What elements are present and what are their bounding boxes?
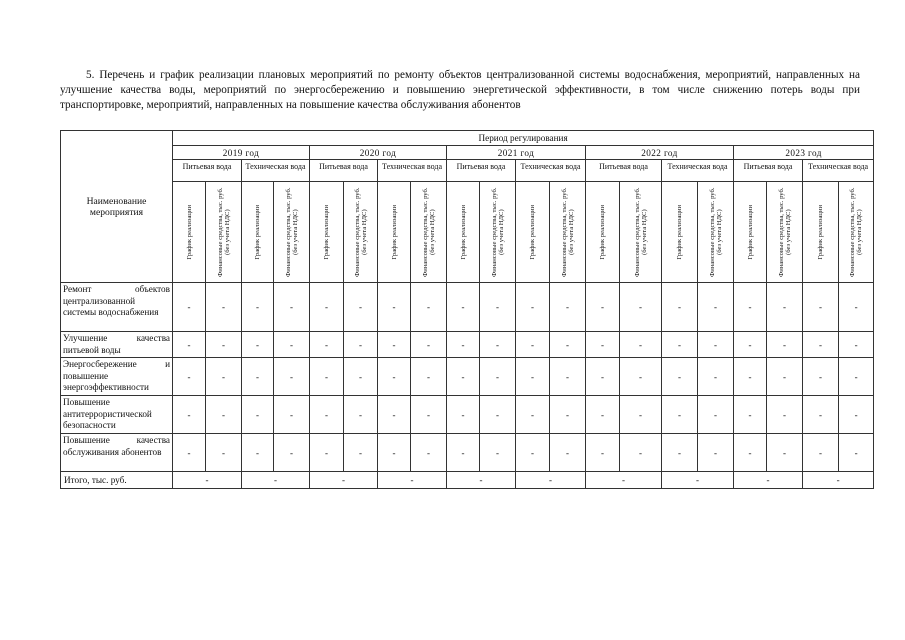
table-cell: - — [344, 358, 378, 396]
table-cell: - — [586, 332, 620, 358]
header-water-technical: Техническая вода — [662, 160, 734, 182]
total-cell: - — [586, 472, 662, 489]
header-finance — [206, 182, 242, 283]
header-finance-label: Финансовые средства, тыс. руб. (без учета НДС) — [560, 187, 575, 277]
header-schedule-label: График реализации — [599, 204, 606, 260]
table-cell: - — [447, 396, 480, 434]
total-cell: - — [662, 472, 734, 489]
header-schedule-label: График реализации — [185, 204, 193, 260]
table-cell: - — [734, 358, 767, 396]
table-cell: - — [378, 332, 411, 358]
table-cell: - — [620, 434, 662, 472]
header-finance-label: Финансовые средства, тыс. руб. (без учета НДС) — [490, 187, 505, 277]
table-cell: - — [839, 434, 874, 472]
table-cell: - — [586, 358, 620, 396]
header-year: 2023 год — [734, 146, 874, 160]
header-finance — [698, 182, 734, 283]
table-cell: - — [344, 332, 378, 358]
table-cell: - — [447, 358, 480, 396]
table-cell: - — [206, 396, 242, 434]
table-cell: - — [274, 283, 310, 332]
table-cell: - — [516, 332, 550, 358]
table-cell: - — [173, 283, 206, 332]
row-activity-name: Повышение антитеррористической безопасности — [61, 396, 173, 434]
header-water-drinking: Питьевая вода — [310, 160, 378, 182]
table-cell: - — [310, 434, 344, 472]
header-schedule-label: График реализации — [323, 204, 330, 260]
table-cell: - — [767, 434, 803, 472]
table-cell: - — [480, 332, 516, 358]
table-cell: - — [480, 358, 516, 396]
table-cell: - — [662, 283, 698, 332]
table-cell: - — [378, 396, 411, 434]
total-cell: - — [803, 472, 874, 489]
header-water-technical: Техническая вода — [378, 160, 447, 182]
table-cell: - — [620, 396, 662, 434]
table-cell: - — [767, 332, 803, 358]
header-schedule — [734, 182, 767, 283]
header-water-drinking: Питьевая вода — [173, 160, 242, 182]
plan-table — [60, 130, 874, 489]
table-cell: - — [173, 358, 206, 396]
table-cell: - — [242, 332, 274, 358]
table-cell: - — [480, 434, 516, 472]
table-header — [61, 131, 874, 283]
header-schedule — [803, 182, 839, 283]
table-cell: - — [550, 332, 586, 358]
header-water-technical: Техническая вода — [803, 160, 874, 182]
header-schedule-label: График реализации — [254, 204, 261, 260]
total-cell: - — [516, 472, 586, 489]
header-finance-label: Финансовые средства, тыс. руб. (без учета НДС) — [633, 187, 648, 277]
table-cell: - — [411, 434, 447, 472]
header-schedule — [378, 182, 411, 283]
total-cell: - — [447, 472, 516, 489]
header-schedule — [447, 182, 480, 283]
table-cell: - — [206, 332, 242, 358]
table-row — [61, 358, 874, 396]
table-cell: - — [344, 434, 378, 472]
table-cell: - — [480, 396, 516, 434]
header-year: 2022 год — [586, 146, 734, 160]
table-cell: - — [274, 434, 310, 472]
header-water-technical: Техническая вода — [242, 160, 310, 182]
table-cell: - — [378, 434, 411, 472]
table-cell: - — [620, 283, 662, 332]
table-cell: - — [411, 358, 447, 396]
table-cell: - — [274, 396, 310, 434]
table-cell: - — [839, 396, 874, 434]
total-cell: - — [242, 472, 310, 489]
table-cell: - — [411, 396, 447, 434]
header-finance-label: Финансовые средства, тыс. руб. (без учета НДС) — [216, 187, 231, 277]
header-water-drinking: Питьевая вода — [586, 160, 662, 182]
table-cell: - — [550, 283, 586, 332]
header-year: 2021 год — [447, 146, 586, 160]
header-schedule — [516, 182, 550, 283]
row-activity-name: Повышение качества обслуживания абонентов — [61, 434, 173, 472]
table-cell: - — [447, 434, 480, 472]
table-total-row — [61, 472, 874, 489]
header-year: 2019 год — [173, 146, 310, 160]
table-cell: - — [839, 358, 874, 396]
table-cell: - — [620, 358, 662, 396]
table-cell: - — [242, 358, 274, 396]
header-schedule-label: График реализации — [529, 204, 536, 260]
total-cell: - — [378, 472, 447, 489]
header-finance-label: Финансовые средства, тыс. руб. (без учета НДС) — [421, 187, 436, 277]
header-water-technical: Техническая вода — [516, 160, 586, 182]
header-finance-label: Финансовые средства, тыс. руб. (без учета НДС) — [777, 187, 792, 277]
header-schedule-label: График реализации — [817, 204, 824, 260]
table-cell: - — [586, 434, 620, 472]
header-schedule — [242, 182, 274, 283]
table-cell: - — [767, 358, 803, 396]
table-cell: - — [662, 396, 698, 434]
table-cell: - — [698, 396, 734, 434]
table-cell: - — [839, 332, 874, 358]
header-schedule — [173, 182, 206, 283]
row-activity-name: Энергосбережение и повышение энергоэффективности — [61, 358, 173, 396]
table-cell: - — [274, 358, 310, 396]
table-cell: - — [173, 332, 206, 358]
table-cell: - — [344, 396, 378, 434]
table-cell: - — [734, 434, 767, 472]
table-cell: - — [662, 434, 698, 472]
table-cell: - — [662, 332, 698, 358]
table-cell: - — [242, 434, 274, 472]
table-row — [61, 396, 874, 434]
table-cell: - — [206, 434, 242, 472]
table-row — [61, 332, 874, 358]
header-finance — [344, 182, 378, 283]
table-cell: - — [516, 434, 550, 472]
header-finance — [480, 182, 516, 283]
table-cell: - — [803, 283, 839, 332]
header-finance-label: Финансовые средства, тыс. руб. (без учета НДС) — [708, 187, 723, 277]
table-cell: - — [411, 283, 447, 332]
header-year: 2020 год — [310, 146, 447, 160]
table-cell: - — [310, 283, 344, 332]
table-cell: - — [734, 396, 767, 434]
header-activity-name: Наименование мероприятия — [61, 131, 173, 283]
header-schedule-label: График реализации — [676, 204, 683, 260]
header-schedule — [662, 182, 698, 283]
total-label: Итого, тыс. руб. — [61, 472, 173, 489]
table-cell: - — [803, 332, 839, 358]
header-schedule — [310, 182, 344, 283]
table-cell: - — [550, 358, 586, 396]
header-schedule — [586, 182, 620, 283]
table-cell: - — [586, 396, 620, 434]
table-cell: - — [803, 434, 839, 472]
table-cell: - — [310, 358, 344, 396]
total-cell: - — [734, 472, 803, 489]
row-activity-name: Улучшение качества питьевой воды — [61, 332, 173, 358]
header-schedule-label: График реализации — [459, 204, 467, 260]
table-cell: - — [698, 332, 734, 358]
total-cell: - — [173, 472, 242, 489]
header-finance-label: Финансовые средства, тыс. руб. (без учета НДС) — [353, 187, 368, 277]
table-cell: - — [378, 358, 411, 396]
table-row — [61, 434, 874, 472]
header-finance — [550, 182, 586, 283]
table-cell: - — [839, 283, 874, 332]
row-activity-name: Ремонт объектов централизованной системы водоснабжения — [61, 283, 173, 332]
table-cell: - — [620, 332, 662, 358]
table-cell: - — [344, 283, 378, 332]
header-water-drinking: Питьевая вода — [734, 160, 803, 182]
table-cell: - — [734, 283, 767, 332]
table-cell: - — [516, 358, 550, 396]
table-cell: - — [550, 396, 586, 434]
table-cell: - — [447, 332, 480, 358]
table-cell: - — [767, 396, 803, 434]
table-cell: - — [480, 283, 516, 332]
table-cell: - — [516, 283, 550, 332]
table-cell: - — [698, 358, 734, 396]
table-cell: - — [586, 283, 620, 332]
table-cell: - — [173, 396, 206, 434]
table-cell: - — [242, 396, 274, 434]
table-cell: - — [274, 332, 310, 358]
table-cell: - — [310, 332, 344, 358]
header-finance-label: Финансовые средства, тыс. руб. (без учета НДС) — [284, 187, 299, 277]
table-cell: - — [662, 358, 698, 396]
total-cell: - — [310, 472, 378, 489]
table-cell: - — [803, 396, 839, 434]
table-cell: - — [767, 283, 803, 332]
table-cell: - — [242, 283, 274, 332]
header-schedule-label: График реализации — [390, 204, 398, 260]
table-cell: - — [206, 283, 242, 332]
header-finance — [620, 182, 662, 283]
table-cell: - — [803, 358, 839, 396]
header-schedule-label: График реализации — [746, 204, 754, 260]
table-cell: - — [310, 396, 344, 434]
header-finance — [767, 182, 803, 283]
table-row — [61, 283, 874, 332]
table-cell: - — [698, 434, 734, 472]
table-cell: - — [206, 358, 242, 396]
header-water-drinking: Питьевая вода — [447, 160, 516, 182]
table-cell: - — [734, 332, 767, 358]
header-finance — [839, 182, 874, 283]
table-cell: - — [698, 283, 734, 332]
header-finance — [411, 182, 447, 283]
header-finance-label: Финансовые средства, тыс. руб. (без учета НДС) — [849, 187, 864, 277]
table-cell: - — [516, 396, 550, 434]
table-cell: - — [411, 332, 447, 358]
table-cell: - — [378, 283, 411, 332]
document-heading: 5. Перечень и график реализации плановых мероприятий по ремонту объектов централизованной системы водоснабжения, мероприятий, направленных на улучшение качества воды, мероприятий по энергосбережению и повышению энергетической эффективности, в том числе снижению потерь воды при транспортировке, мероприятий, направленных на повышение качества обслуживания абонентов — [60, 69, 860, 111]
table-cell: - — [173, 434, 206, 472]
table-cell: - — [550, 434, 586, 472]
table-body — [61, 283, 874, 489]
header-finance — [274, 182, 310, 283]
table-cell: - — [447, 283, 480, 332]
header-regulation-period: Период регулирования — [173, 131, 874, 146]
